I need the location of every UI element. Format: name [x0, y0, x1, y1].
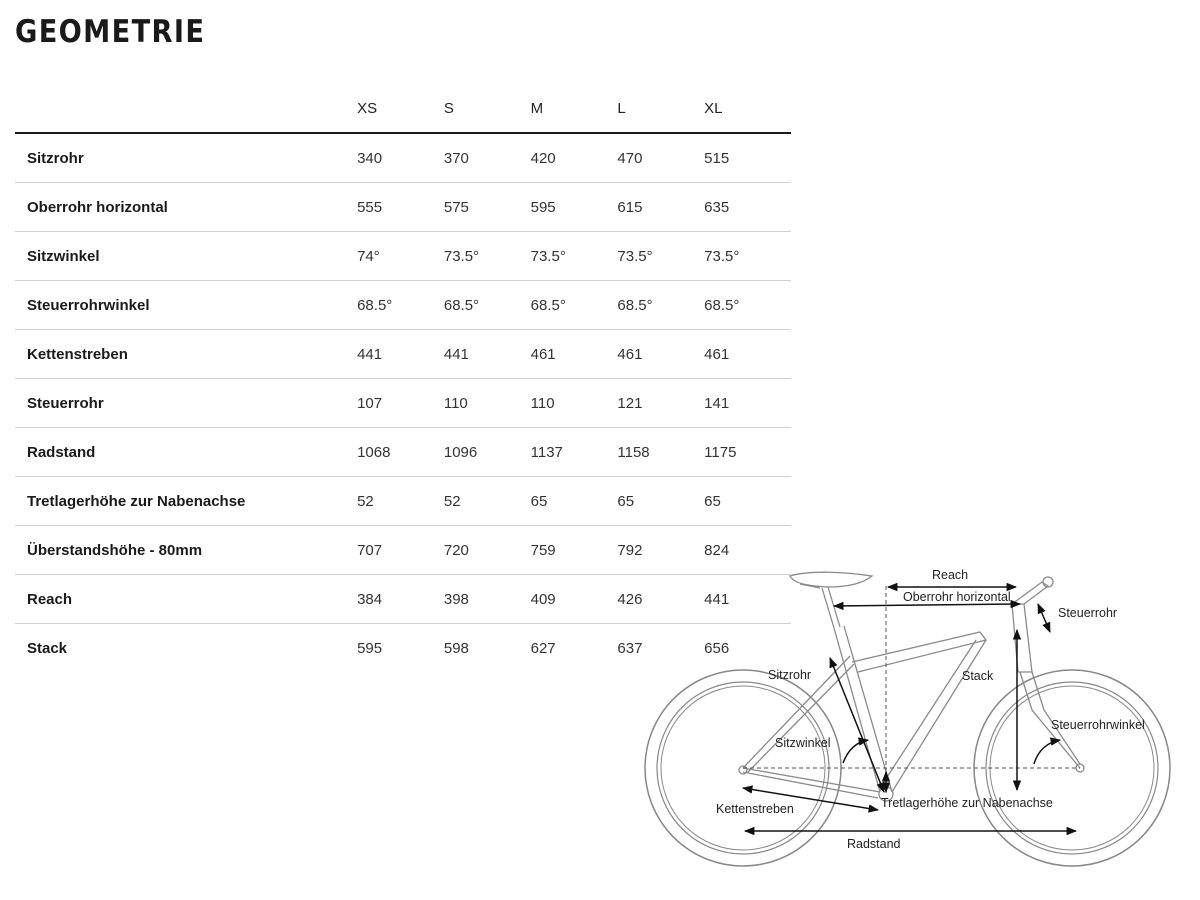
table-cell: 575 — [444, 183, 531, 232]
label-top-tube: Oberrohr horizontal — [903, 590, 1011, 604]
table-cell: 107 — [357, 379, 444, 428]
table-cell: 1175 — [704, 428, 791, 477]
table-cell: 74° — [357, 232, 444, 281]
table-cell: 441 — [357, 330, 444, 379]
row-label: Steuerrohr — [15, 379, 357, 428]
table-row — [15, 133, 791, 183]
table-cell: 441 — [704, 575, 791, 624]
table-header-row — [15, 84, 791, 133]
table-cell: 52 — [357, 477, 444, 526]
table-cell: 68.5° — [357, 281, 444, 330]
table-cell: 656 — [704, 639, 730, 657]
header-empty-cell — [15, 84, 357, 133]
row-label: Oberrohr horizontal — [15, 183, 357, 232]
table-cell: 52 — [444, 477, 531, 526]
table-row — [15, 183, 791, 232]
label-reach: Reach — [932, 568, 969, 582]
label-seat-tube: Sitzrohr — [768, 668, 812, 682]
bike-frame-icon — [739, 572, 1084, 801]
table-cell: 340 — [357, 133, 444, 183]
table-row — [15, 330, 791, 379]
row-label: Sitzrohr — [15, 133, 357, 183]
table-cell: 555 — [357, 183, 444, 232]
row-label: Tretlagerhöhe zur Nabenachse — [15, 477, 357, 526]
label-head-angle: Steuerrohrwinkel — [1051, 718, 1145, 732]
table-row — [15, 428, 791, 477]
table-cell: 65 — [531, 477, 618, 526]
table-cell: 141 — [704, 379, 791, 428]
table-row — [15, 379, 791, 428]
bike-geometry-diagram — [640, 560, 1190, 880]
table-row — [15, 477, 791, 526]
table-cell: 1137 — [531, 428, 618, 477]
table-row — [15, 232, 791, 281]
table-cell: 595 — [357, 639, 383, 657]
table-cell: 370 — [444, 133, 531, 183]
table-cell: 615 — [617, 183, 704, 232]
size-header: XL — [704, 84, 791, 133]
table-cell: 470 — [617, 133, 704, 183]
row-label: Sitzwinkel — [15, 232, 357, 281]
reference-lines — [743, 586, 1080, 794]
table-cell: 461 — [617, 330, 704, 379]
table-cell: 635 — [704, 183, 791, 232]
table-cell: 1068 — [357, 428, 444, 477]
table-cell: 461 — [704, 330, 791, 379]
table-cell: 73.5° — [704, 232, 791, 281]
table-cell: 68.5° — [704, 281, 791, 330]
label-wheelbase: Radstand — [847, 837, 901, 851]
table-cell: 720 — [444, 526, 531, 575]
table-cell: 110 — [531, 379, 618, 428]
table-cell: 759 — [531, 526, 618, 575]
size-header: L — [617, 84, 704, 133]
label-stack: Stack — [962, 669, 994, 683]
table-cell: 121 — [617, 379, 704, 428]
row-label: Überstandshöhe - 80mm — [15, 526, 357, 575]
row-label: Kettenstreben — [15, 330, 357, 379]
table-cell: 1096 — [444, 428, 531, 477]
table-cell: 515 — [704, 133, 791, 183]
table-cell: 420 — [531, 133, 618, 183]
table-cell: 73.5° — [444, 232, 531, 281]
table-cell: 792 — [617, 526, 704, 575]
label-bb-drop: Tretlagerhöhe zur Nabenachse — [881, 796, 1053, 810]
label-chainstay: Kettenstreben — [716, 802, 794, 816]
table-cell: 73.5° — [531, 232, 618, 281]
size-header: XS — [357, 84, 444, 133]
table-cell: 598 — [443, 639, 469, 657]
table-cell: 110 — [444, 379, 531, 428]
row-label: Steuerrohrwinkel — [15, 281, 357, 330]
table-cell: 68.5° — [617, 281, 704, 330]
row-label: Reach — [15, 575, 357, 624]
table-cell: 68.5° — [444, 281, 531, 330]
table-cell: 627 — [530, 639, 556, 657]
table-cell: 1158 — [617, 428, 704, 477]
table-cell: 409 — [531, 575, 618, 624]
table-row — [15, 281, 791, 330]
row-label: Stack — [27, 639, 68, 657]
table-cell: 384 — [357, 575, 444, 624]
label-seat-angle: Sitzwinkel — [775, 736, 831, 750]
table-cell: 65 — [704, 477, 791, 526]
table-cell: 824 — [704, 526, 791, 575]
table-cell: 707 — [357, 526, 444, 575]
table-cell: 461 — [531, 330, 618, 379]
table-cell: 65 — [617, 477, 704, 526]
table-cell: 73.5° — [617, 232, 704, 281]
label-head-tube: Steuerrohr — [1058, 606, 1118, 620]
table-cell: 398 — [444, 575, 531, 624]
table-cell: 426 — [617, 575, 704, 624]
table-cell: 637 — [617, 639, 643, 657]
page-title: GEOMETRIE — [15, 14, 206, 50]
row-label: Radstand — [15, 428, 357, 477]
size-header: M — [531, 84, 618, 133]
table-cell: 595 — [531, 183, 618, 232]
size-header: S — [444, 84, 531, 133]
table-cell: 68.5° — [531, 281, 618, 330]
table-cell: 441 — [444, 330, 531, 379]
